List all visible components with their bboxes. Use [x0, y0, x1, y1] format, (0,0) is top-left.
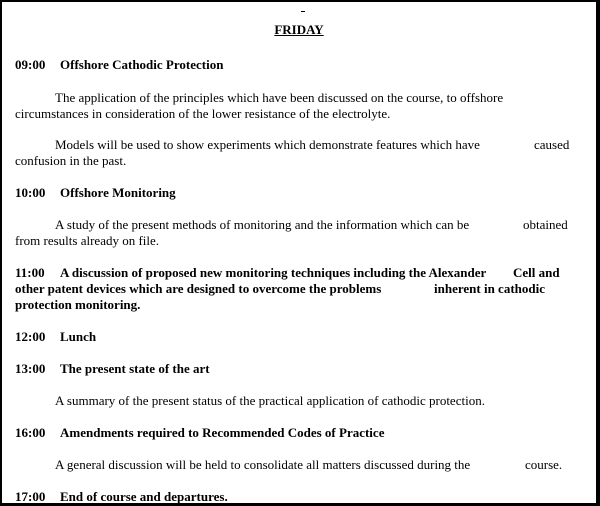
session-title: The present state of the art	[60, 361, 210, 376]
day-heading: FRIDAY	[274, 22, 324, 37]
session-text: confusion in the past.	[15, 153, 127, 168]
session-title: Cell and	[513, 265, 560, 280]
session-title: Amendments required to Recommended Codes of Practice	[60, 425, 385, 440]
session-time: 13:00	[15, 361, 46, 376]
session-text: A summary of the present status of the practical application of cathodic protection.	[55, 393, 485, 408]
session-time: 11:00	[15, 265, 45, 280]
session-text: from results already on file.	[15, 233, 160, 248]
session-title: inherent in cathodic	[434, 281, 545, 296]
session-time: 17:00	[15, 489, 46, 504]
session-time: 12:00	[15, 329, 46, 344]
session-text: The application of the principles which have been discussed on the course, to offshore	[55, 90, 504, 105]
top-mark	[301, 11, 305, 12]
session-text: Models will be used to show experiments which demonstrate features which have	[55, 137, 480, 152]
session-title: other patent devices which are designed to overcome the problems	[15, 281, 382, 296]
session-text: A general discussion will be held to consolidate all matters discussed during the	[55, 457, 471, 472]
session-text: A study of the present methods of monitoring and the information which can be	[55, 217, 470, 232]
session-text: course.	[525, 457, 563, 472]
session-time: 09:00	[15, 57, 46, 72]
session-title: Offshore Monitoring	[60, 185, 176, 200]
session-title: Lunch	[60, 329, 97, 344]
session-time: 16:00	[15, 425, 46, 440]
session-text: circumstances in consideration of the lower resistance of the electrolyte.	[15, 106, 391, 121]
session-title: End of course and departures.	[60, 489, 228, 504]
session-title: protection monitoring.	[15, 297, 141, 312]
session-text: obtained	[523, 217, 568, 232]
session-title: Offshore Cathodic Protection	[60, 57, 224, 72]
session-time: 10:00	[15, 185, 46, 200]
session-title: A discussion of proposed new monitoring techniques including the Alexander	[60, 265, 487, 280]
session-text: caused	[534, 137, 570, 152]
